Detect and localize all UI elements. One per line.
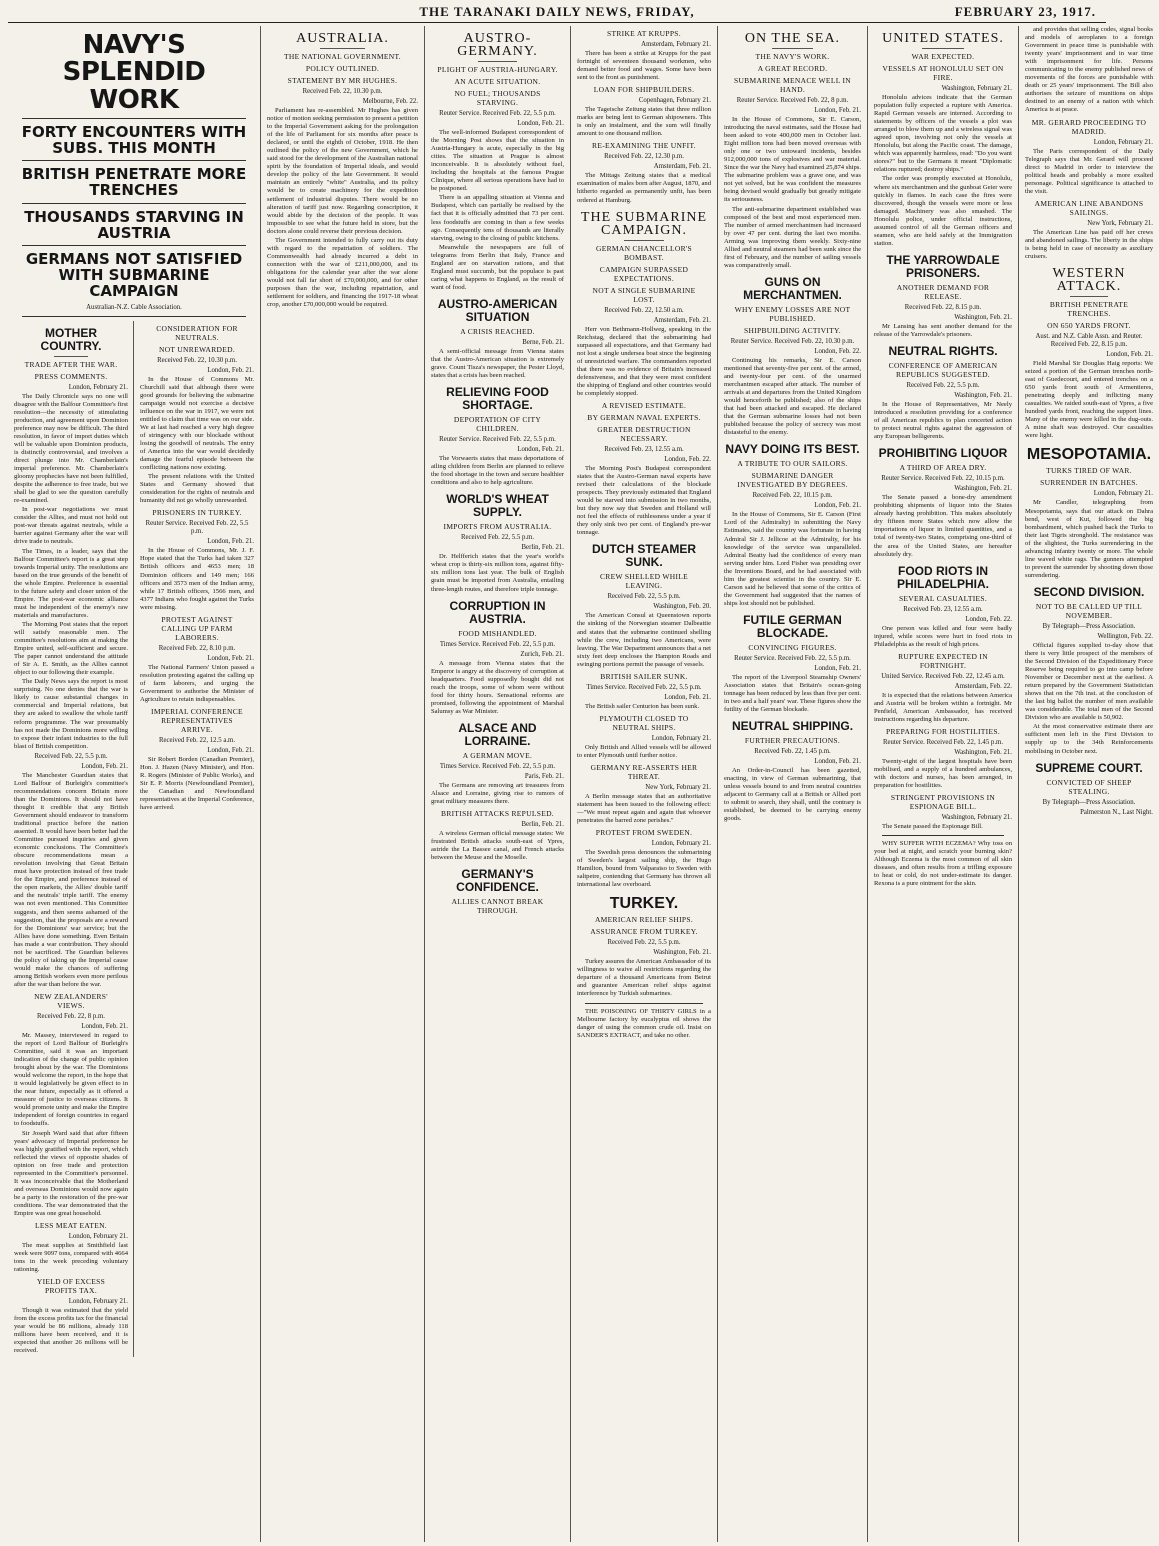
subheading: PLYMOUTH CLOSED TO NEUTRAL SHIPS. bbox=[599, 713, 689, 732]
article-paragraph: The Vorwaerts states that mass deportations of ailing children from Berlin are planned to relieve the food shortage in the town and secure healthier conditions and also to help agriculture. bbox=[431, 455, 564, 487]
dateline: New York, February 21. bbox=[1087, 219, 1153, 227]
received-line: Received Feb. 22, 10.30 p.m. bbox=[302, 88, 383, 95]
dateline: New York, February 21. bbox=[645, 783, 711, 791]
received-line: By Telegraph—Press Association. bbox=[1042, 622, 1136, 630]
article-paragraph: The meat supplies at Smithfield last week were 9097 tons, compared with 4664 tons in the week preceding voluntary rationing. bbox=[14, 1242, 128, 1274]
subheading: LESS MEAT EATEN. bbox=[35, 1221, 107, 1231]
dateline: London, Feb. 21. bbox=[814, 502, 861, 510]
received-line: Reuter Service. Received Feb. 22, 8 p.m. bbox=[736, 97, 849, 104]
section-heading: SECOND DIVISION. bbox=[1033, 584, 1145, 599]
article-paragraph: Meanwhile the newspapers are full of telegrams from Berlin that Italy, France and England are on starvation rations, and that England must succumb, but the populace is past caring what happens to England, as the result of want of food. bbox=[431, 243, 564, 291]
received-line: Received Feb. 22, 12.5 a.m. bbox=[158, 737, 236, 744]
article-paragraph: Sir Robert Borden (Canadian Premier), Hon. J. Hazen (Navy Minister), and Hon. R. Rogers (Minister of Public Works), and Sir E. P. Morris (Newfoundland Premier), the Canadian and Newfoundland representatives at the Imperial Conference, have arrived. bbox=[140, 756, 254, 812]
article-paragraph: One person was killed and four were badly injured, while scores were hurt in food riots in Philadelphia as the result of high prices. bbox=[874, 624, 1012, 648]
received-line: Reuter Service. Received Feb. 22, 10.15 p.m. bbox=[881, 475, 1005, 483]
article-paragraph: Sir Joseph Ward said that after fifteen years' advocacy of Imperial preference he was highly gratified with the report, which reflected the views of opposite shades of opinion on free trade and protection represented in the Committee's personnel. It was inconceivable that the Motherland and overseas Dominions would now again be a party to the restoration of the pre-war conditions. The war demonstrated that the Empire was one great household. bbox=[14, 1129, 128, 1217]
article-paragraph: The British sailer Centurion has been sunk. bbox=[585, 702, 700, 710]
article-paragraph: A message from Vienna states that the Emperor is angry at the discovery of corruption at headquarters. Food supposedly bought did not reach the troops, some of whom were without food for thirty hours. Sensational reforms are promised, following the appointment of Marshal Salumsy as War Minister. bbox=[431, 659, 564, 715]
received-line: Received Feb. 22, 5.5 p.m. bbox=[34, 752, 108, 760]
column-4 bbox=[571, 26, 718, 1542]
article-paragraph: The Senate passed a bone-dry amendment prohibiting shipments of liquor into the States already having prohibition. This makes absolutely dry fifteen more States which now allow the importations of liquor in limited quantities, and a total of twenty-two States, comprising one-third of the area of the United States, are hereafter absolutely dry. bbox=[874, 494, 1012, 558]
article-paragraph: The Mittags Zeitung states that a medical examination of males born after August, 1870, and hitherto regarded as permanently unfit, has been ordered at Hamburg. bbox=[577, 172, 711, 204]
received-line: Reuter Service. Received Feb. 22, 5.5 p.m. bbox=[439, 110, 556, 117]
section-heading: GERMANY'S CONFIDENCE. bbox=[456, 867, 539, 895]
advertisement: THE POISONING OF THIRTY GIRLS in a Melbourne factory by eucalyptus oil shows the danger of using the common crude oil. Insist on SANDER'S EXTRACT, and take no other. bbox=[577, 1007, 711, 1039]
subheading: CAMPAIGN SURPASSED EXPECTATIONS. bbox=[599, 264, 689, 283]
article-paragraph: In the House of Commons, Sir E. Carson (First Lord of the Admiralty) in submitting the Navy Estimates, said the country was fortunate in having Admiral Sir J. Jellicoe at the Admiralty, for his knowledge of the service was unparalleled. Admiral Beatty had the confidence of every man serving under him. Lord Fisher was presiding over the Inventions Board, and he had associated with him the greatest scientist in the country. Sir E. Carson said he believed that some of the critics of the Government had suggested that the names of ships lost should not be published. bbox=[724, 511, 861, 607]
article-paragraph: At the most conservative estimate there are sufficient men left in the First Division to supply up to the 34th Reinforcements mobilising in October next. bbox=[1025, 723, 1153, 755]
article-paragraph: A Berlin message states that an authoritative statement has been issued to the following effect:—"We must repeat again and again that whoever penetrates the barred zone perishes." bbox=[577, 792, 711, 825]
subheading: THE NATIONAL GOVERNMENT. bbox=[284, 52, 401, 61]
article-paragraph: Mr Candler, telegraphing from Mesopotamia, says that our attack on Dahra bend, west of Kut, followed the big bombardment, which pushed back the Turks to their last Tigris stronghold. The resistance was of the slightest, the Turks surrendering in the advancing infantry twenty or more. The whole line waved white rags. The gunners attempted to prevent the surrender by shooting down those surrendering. bbox=[1025, 499, 1153, 579]
section-heading: ALSACE AND LORRAINE. bbox=[458, 720, 537, 748]
received-line: Received Feb. 23, 12.55 a.m. bbox=[604, 445, 684, 453]
article-paragraph: The Tageische Zeitung states that three million marks are being lent to German shipowners. This is only an instalment, and the sum will finally amount to one thousand million. bbox=[577, 106, 711, 138]
lead-headline: NAVY'S SPLENDID WORK bbox=[62, 30, 206, 115]
subheading: PROTEST AGAINST CALLING UP FARM LABORERS. bbox=[161, 614, 233, 642]
article-paragraph: Though it was estimated that the yield from the excess profits tax for the financial year would be 86 millions, already 118 millions have been received, and it is expected that another 26 millions will be received. bbox=[14, 1307, 128, 1355]
article-paragraph: Parliament has re-assembled. Mr Hughes has given notice of motion seeking permission to present a petition to the Imperial Government asking for the prolongation of the life of Parliament for six months after peace is declared, or until the eighth of October, 1918. He then outlined the policy of the new Government, which he said stood for the development of the Australian national spirit by the foundation of Imperial ideals, and would develop the policy of the late Government. It would maintain an entirely "white" Australia, and its policy would be to create machinery for the expedition settlement of industrial disputes. There would be no alteration of tariff just now. Regarding conscription, it would abide by the decision of the people. It was impossible to see what the future held in store, but the doctors alone could reverse their previous decision. bbox=[267, 107, 418, 235]
section-heading: SUPREME COURT. bbox=[1035, 760, 1143, 775]
dateline: London, Feb. 21. bbox=[664, 693, 711, 701]
dateline: London, Feb. 21. bbox=[517, 446, 564, 454]
dateline: Washington, Feb. 21. bbox=[954, 313, 1012, 321]
received-line: Received Feb. 22, 12.30 p.m. bbox=[604, 153, 684, 161]
dateline: London, Feb. 21. bbox=[814, 107, 861, 114]
subheading: FURTHER PRECAUTIONS. bbox=[744, 736, 841, 746]
received-line: Received Feb. 22, 5.5 p.m. bbox=[460, 534, 535, 542]
lead-subcol-a bbox=[14, 321, 134, 1357]
subheading: GERMANY RE-ASSERTS HER THREAT. bbox=[590, 762, 698, 781]
subheading: ANOTHER DEMAND FOR RELEASE. bbox=[896, 282, 990, 301]
section-heading: WORLD'S WHEAT SUPPLY. bbox=[446, 492, 549, 520]
subheading: ON 650 YARDS FRONT. bbox=[1047, 320, 1131, 330]
masthead-title: THE TARANAKI DAILY NEWS, FRIDAY, bbox=[419, 4, 695, 19]
subheading: CONFERENCE OF AMERICAN REPUBLICS SUGGESTED. bbox=[888, 360, 998, 379]
section-heading: AUSTRO-AMERICAN SITUATION bbox=[437, 296, 558, 324]
article-paragraph: Continuing his remarks, Sir E. Carson mentioned that seventy-five per cent. of the armed, and twenty-four per cent. of the unarmed merchantmen escaped after attack. The number of arrivals at and departures from the United Kingdom would henceforth be published; also of the ships that had been attacked and escaped. He declared that the German submarine losses had not been published because the policy of secrecy was most distasteful to the enemy. bbox=[724, 356, 861, 437]
subheading: WHY ENEMY LOSSES ARE NOT PUBLISHED. bbox=[734, 304, 851, 323]
lead-subhead-4: GERMANS NOT SATISFIED WITH SUBMARINE CAMPAIGN bbox=[25, 250, 243, 300]
section-heading: NAVY DOING ITS BEST. bbox=[725, 442, 860, 457]
article-paragraph: In the House of Commons Mr. Churchill said that although there were good grounds for believing the submarine campaign would not exercise a decisive influence on the war in 1917, we were not entitled to claim that time was on our side. We at last had reached a very high degree of stringency with our blockade without losing the goodwill of neutrals. The entry of America into the war would decidedly damage the fearful episode between the conflicting nations now existing. bbox=[140, 375, 254, 472]
lead-subhead-3: THOUSANDS STARVING IN AUSTRIA bbox=[24, 207, 244, 242]
dateline: London, Feb. 21. bbox=[814, 758, 861, 766]
received-line: Times Service. Received Feb. 22, 5.5 p.m. bbox=[586, 683, 702, 691]
dateline: Paris, Feb. 21. bbox=[524, 772, 564, 780]
received-line: Received Feb. 22, 10.30 p.m. bbox=[157, 356, 237, 364]
subheading: A THIRD OF AREA DRY. bbox=[899, 463, 987, 473]
subheading: BRITISH SAILER SUNK. bbox=[600, 671, 688, 681]
article-paragraph: The present relations with the United States and Germany showed that consideration for the rights of neutrals and humanity did not go wholly unrewarded. bbox=[140, 473, 254, 505]
article-paragraph: The Swedish press denounces the submarining of Sweden's largest sailing ship, the Hugo Hamilton, bound from Valparaiso to Sweden with saltpetre, contending that Germany has thrown all international law overboard. bbox=[577, 849, 711, 889]
dateline: London, Feb. 21. bbox=[207, 366, 254, 374]
masthead-date: FEBRUARY 23, 1917. bbox=[954, 4, 1096, 19]
article-paragraph: The order was promptly executed at Honolulu, where six merchantmen and the gunboat Geier were quickly in flames. In each case the fires were discovered, though the vessels were more or less damaged. Machinery was also smashed. The Honolulu police, under official instructions, assumed control of all the German officers and seamen, who are held safely at the Immigration station. bbox=[874, 175, 1012, 247]
section-heading: AUSTRALIA. bbox=[296, 31, 389, 46]
section-heading: FOOD RIOTS IN PHILADELPHIA. bbox=[896, 563, 989, 591]
subheading: DEPORTATION OF CITY CHILDREN. bbox=[453, 415, 542, 434]
received-line: Received Feb. 22, 10.15 p.m. bbox=[752, 492, 833, 500]
dateline: Washington, Feb. 21. bbox=[954, 748, 1012, 756]
subheading: PRESS COMMENTS. bbox=[34, 371, 108, 381]
subheading: YIELD OF EXCESS PROFITS TAX. bbox=[36, 1277, 106, 1296]
received-line: Received Feb. 22, 8 p.m. bbox=[37, 1012, 105, 1020]
subheading: SEVERAL CASUALTIES. bbox=[898, 593, 988, 603]
section-heading: WESTERN ATTACK. bbox=[1052, 265, 1126, 294]
subheading: A GERMAN MOVE. bbox=[462, 750, 533, 760]
article-paragraph: The Paris correspondent of the Daily Telegraph says that Mr. Gerard will proceed direct to Madrid in order to interview the political heads and probably a more exalted personage. Political significance is attached to the visit. bbox=[1025, 147, 1153, 195]
article-paragraph: Honolulu advices indicate that the German population fully expected a rupture with America. Rapid German vessels are interned. According to statements by officers of the vessels a plot was arranged to blow them up and a wireless signal was agreed upon, involving not only the vessels at Honolulu, but along the Pacific coast. The damage, which was apparently harmless, read: "Do you want stores?" but to the Germans it meant "Diplomatic relations ruptured; destroy ships." bbox=[874, 94, 1012, 174]
dateline: London, February 21. bbox=[68, 1233, 128, 1241]
subheading: LOAN FOR SHIPBUILDERS. bbox=[593, 85, 695, 95]
section-heading: UNITED STATES. bbox=[882, 31, 1004, 46]
subheading: A CRISIS REACHED. bbox=[460, 326, 535, 336]
subheading: A GREAT RECORD. bbox=[757, 64, 828, 73]
subheading: GERMAN CHANCELLOR'S BOMBAST. bbox=[595, 243, 692, 262]
article-paragraph: A wireless German official message states: We frustrated British attacks south-east of Ypres, astride the La Bassee canal, and French attacks between the Meuse and the Moselle. bbox=[431, 830, 564, 862]
column-lead bbox=[8, 26, 261, 1542]
column-5 bbox=[718, 26, 868, 1542]
lead-subhead-1: FORTY ENCOUNTERS WITH SUBS. THIS MONTH bbox=[21, 122, 247, 157]
article-paragraph: The National Farmers' Union passed a resolution protesting against the calling up of farm laborers, and urging the Government to authorise the Minister of Agriculture to retain indispensables. bbox=[140, 663, 254, 703]
subheading: TURKS TIRED OF WAR. bbox=[1046, 466, 1132, 476]
received-line: Received Feb. 22, 1.45 p.m. bbox=[754, 748, 831, 756]
section-heading: FUTILE GERMAN BLOCKADE. bbox=[743, 612, 842, 640]
subheading: THE NAVY'S WORK. bbox=[755, 52, 830, 61]
dateline: London, February 21. bbox=[68, 1298, 128, 1306]
dateline: London, Feb. 21. bbox=[207, 538, 254, 546]
subheading: GREATER DESTRUCTION NECESSARY. bbox=[597, 424, 691, 443]
article-paragraph: The Germans are removing art treasures from Alsace and Lorraine, giving rise to rumors of great military measures there. bbox=[431, 781, 564, 805]
subheading: SHIPBUILDING ACTIVITY. bbox=[744, 325, 841, 335]
received-line: Reuter Service. Received Feb. 22, 10.30 p.m. bbox=[730, 337, 855, 345]
subheading: ASSURANCE FROM TURKEY. bbox=[590, 927, 698, 937]
section-heading: DUTCH STEAMER SUNK. bbox=[592, 542, 696, 570]
received-line: Received Feb. 22, 12.50 a.m. bbox=[604, 306, 684, 314]
subheading: IMPERIAL CONFERENCE REPRESENTATIVES ARRIVE. bbox=[151, 707, 243, 734]
article-paragraph: Twenty-eight of the largest hospitals have been mobilised, and a supply of a hundred ambulances, with doctors and nurses, has been arranged, in preparation for hostilities. bbox=[874, 757, 1012, 790]
subheading: PRISONERS IN TURKEY. bbox=[152, 508, 242, 518]
article-paragraph: Official figures supplied to-day show that there is very little prospect of the members of the Second Division of the Expeditionary Force Reserve being required to go into camp before November or December next at the earliest. A return prepared by the Government Statistician shows that on the 7th inst. at the conclusion of the last big ballot the number of men available was considerable. The total men of the Second Division who are available is 50,902. bbox=[1025, 641, 1153, 722]
page-columns bbox=[8, 26, 1153, 1542]
subheading: BRITISH PENETRATE TRENCHES. bbox=[1049, 299, 1129, 318]
received-line: Received Feb. 22, 5.5 p.m. bbox=[607, 593, 681, 601]
dateline: London, Feb. 22. bbox=[664, 455, 711, 463]
subheading: NEW ZEALANDERS' VIEWS. bbox=[34, 991, 108, 1010]
article-paragraph: Only British and Allied vessels will be allowed to enter Plymouth until further notice. bbox=[577, 743, 711, 759]
section-heading: AUSTRO-GERMANY. bbox=[457, 31, 538, 59]
subheading: PREPARING FOR HOSTILITIES. bbox=[886, 726, 1000, 736]
dateline: London, Feb. 22. bbox=[814, 347, 861, 355]
dateline: Amsterdam, Feb. 21. bbox=[653, 163, 711, 171]
article-paragraph: There has been a strike at Krupps for the past fortnight of seventeen thousand workmen, who demand better food and wages. Some have been sent to the front as punishment. bbox=[577, 50, 711, 82]
received-line: Received Feb. 23, 12.55 a.m. bbox=[903, 605, 983, 613]
dateline: Copenhagen, February 21. bbox=[638, 97, 711, 105]
article-paragraph: The Government intended to fully carry out its duty with regard to the repatriation of soldiers. The Commonwealth had already incurred a debt in connection with the war of £211,000,000, and its obligations for the calendar year after the war alone would not fall far short of £70,000,000, and for other purposes than the war, including repatriation, and settlement for soldiers, and financing the 1917-18 wheat crop, another £70,000,000 would be required. bbox=[267, 236, 418, 309]
article-paragraph: It is expected that the relations between America and Austria will be broken within a fortnight. Mr Penfield, American Ambassador, has received instructions regarding his departure. bbox=[874, 691, 1012, 723]
column-2 bbox=[261, 26, 425, 1542]
dateline: Washington, February 21. bbox=[941, 85, 1012, 92]
subheading: TRADE AFTER THE WAR. bbox=[24, 359, 118, 369]
subheading: IMPORTS FROM AUSTRALIA. bbox=[443, 522, 552, 532]
article-paragraph: The Daily News says the report is most surprising. No one denies that the war is likely to cause substantial changes in commercial and Imperial relations, but they are asked to swallow the whole tariff reform programme. The war presumably has not made the Dominions more willing to expose their infant industries to the full blast of British competition. bbox=[14, 678, 128, 750]
lead-subcol-b bbox=[140, 321, 254, 1357]
received-line: Reuter Service. Received Feb. 22, 5.5 p.m. bbox=[145, 520, 249, 536]
subheading: AMERICAN LINE ABANDONS SAILINGS. bbox=[1034, 198, 1144, 217]
subheading: RUPTURE EXPECTED IN FORTNIGHT. bbox=[898, 651, 988, 670]
subheading: MR. GERARD PROCEEDING TO MADRID. bbox=[1031, 117, 1147, 136]
dateline: London, February 21. bbox=[1093, 138, 1153, 146]
subheading: STRIKE AT KRUPPS. bbox=[607, 29, 681, 38]
received-line: By Telegraph—Press Association. bbox=[1042, 798, 1136, 806]
byline: Australian-N.Z. Cable Association. bbox=[86, 303, 182, 311]
received-line: Aust. and N.Z. Cable Assn. and Reuter. Received Feb. 22, 8.15 p.m. bbox=[1035, 332, 1143, 348]
dateline: London, February 21. bbox=[68, 383, 128, 391]
received-line: Times Service. Received Feb. 22, 5.5 p.m. bbox=[439, 640, 556, 648]
section-heading: THE YARROWDALE PRISONERS. bbox=[886, 252, 1000, 280]
dateline: Amsterdam, Feb. 21. bbox=[653, 316, 711, 324]
subheading: NOT TO BE CALLED UP TILL NOVEMBER. bbox=[1035, 601, 1143, 620]
article-paragraph: The Times, in a leader, says that the Balfour Committee's report is a great step towards Imperial unity. The resolutions are based on the true grounds of the benefit of the whole Empire. Preference is essential to the future safety and closer union of the Empire. The post-war economic alliance must be independent of the enemy's raw materials and manufactures. bbox=[14, 547, 128, 619]
article-paragraph: Turkey assures the American Ambassador of its willingness to waive all restrictions regarding the departure of a thousand Americans from Beirut and guarantee American relief ships against interference by Turkish submarines. bbox=[577, 958, 711, 998]
dateline: Melbourne, Feb. 22. bbox=[362, 98, 418, 105]
column-6 bbox=[868, 26, 1019, 1542]
dateline: London, February 21. bbox=[651, 840, 711, 848]
dateline: Washington, Feb. 21. bbox=[954, 391, 1012, 399]
section-heading: CORRUPTION IN AUSTRIA. bbox=[449, 598, 546, 626]
article-paragraph: In the House of Commons, Mr. J. F. Hope stated that the Turks had taken 327 British officers and 4653 men; 18 Dominion officers and 149 men; 166 officers and 3573 men of the Indian army, while 17 British officers, 1566 men, and 4377 Indians who fought against the Turks were missing. bbox=[140, 547, 254, 611]
section-heading: MOTHER COUNTRY. bbox=[40, 325, 102, 353]
dateline: London, Feb. 21. bbox=[81, 762, 128, 770]
subheading: SURRENDER IN BATCHES. bbox=[1040, 478, 1138, 488]
subheading: A TRIBUTE TO OUR SAILORS. bbox=[737, 459, 848, 469]
article-paragraph: In the House of Commons, Sir E. Carson, introducing the naval estimates, said the House had been asked to vote 400,000 men in October last. Eight million tons had been moved overseas with only one or two untoward incidents, besides 912,000,000 tons of explosives and war material. Since the war the Navy had examined 25,874 ships. The submarine problem was a grave one, and was not yet solved, but he was confident the measures being devised would gradually but greatly mitigate its seriousness. bbox=[724, 116, 861, 204]
received-line: Received Feb. 22, 8.10 p.m. bbox=[158, 644, 236, 652]
dateline: Amsterdam, Feb. 22. bbox=[954, 682, 1012, 690]
section-heading: RELIEVING FOOD SHORTAGE. bbox=[446, 385, 549, 413]
article-paragraph: The American Line has paid off her crews and abandoned sailings. The liberty in the ships is being held in case of necessity as auxiliary cruisers. bbox=[1025, 228, 1153, 260]
subheading: STATEMENT BY MR HUGHES. bbox=[287, 76, 398, 85]
lead-subhead-2: BRITISH PENETRATE MORE TRENCHES bbox=[21, 165, 247, 200]
subheading: CONVICTED OF SHEEP STEALING. bbox=[1046, 777, 1132, 796]
subheading: ALLIES CANNOT BREAK THROUGH. bbox=[451, 897, 544, 916]
dateline: London, February 21. bbox=[1093, 490, 1153, 498]
subheading: NOT UNREWARDED. bbox=[158, 344, 236, 354]
subheading: WAR EXPECTED. bbox=[911, 52, 975, 61]
article-paragraph: A semi-official message from Vienna states that the Austro-American situation is extremely grave. Count Tisza's newspaper, the Pester Lloyd, states that a crisis has been reached. bbox=[431, 347, 564, 380]
dateline: Berlin, Feb. 21. bbox=[521, 544, 564, 552]
subheading: NOT A SINGLE SUBMARINE LOST. bbox=[592, 285, 696, 304]
dateline: London, Feb. 21. bbox=[207, 747, 254, 754]
subheading: STRINGENT PROVISIONS IN ESPIONAGE BILL. bbox=[890, 793, 996, 812]
section-heading: ON THE SEA. bbox=[744, 31, 841, 46]
received-line: Times Service. Received Feb. 22, 5.5 p.m. bbox=[439, 762, 556, 770]
dateline: London, Feb. 21. bbox=[81, 1022, 128, 1030]
article-paragraph: and provides that selling codes, signal books and models of aeroplanes to a foreign Government in peace time is punishable with twenty years' imprisonment and in war time with imprisonment for life. Persons communicating to the enemy published news of movements of the forces are punishable with death or 25 years' imprisonment. The Bill also authorises the seizure of munitions on ships destined to an enemy of a nation with which America is at peace. bbox=[1025, 26, 1153, 114]
received-line: Reuter Service. Received Feb. 22, 5.5 p.m. bbox=[439, 436, 556, 444]
article-paragraph: In post-war negotiations we must consider the Allies, and must not hold out post-war threats against neutrals, while a barrier against Germany after the war will drive trade to neutrals. bbox=[14, 506, 128, 546]
subheading: SUBMARINE DANGER INVESTIGATED BY DEGREES. bbox=[737, 471, 848, 490]
article-paragraph: Herr von Bethmann-Hollweg, speaking in the Reichstag, declared that the submarining had surpassed all expectations, and that Germany had not lost a single undersea boat since the beginning of unrestricted warfare. The commanders reported that there was no evidence of Britain's increased defensiveness, and that they were most confident the shipping of England and other countries would be completely stopped. bbox=[577, 325, 711, 397]
received-line: Received Feb. 22, 5.5 p.m. bbox=[906, 381, 980, 389]
section-heading: PROHIBITING LIQUOR bbox=[878, 446, 1008, 461]
article-paragraph: Mr. Massey, interviewed in regard to the report of Lord Balfour of Burleigh's Committee, said it was an important indication of the change of public opinion brought about by the war. The Dominions would welcome the report, in the hope that it would legislatively be given effect to in the near future, especially as it offered a measure of justice to overseas citizens. It would promote unity and make the Empire independent of foreign countries in regard to foodstuffs. bbox=[14, 1031, 128, 1128]
article-paragraph: Dr. Helfferich states that the year's world's wheat crop is thirty-six million tons, against fifty-six million tons last year. The bulk of English grain must be imported from Australia, entailing three-length routes, and therefore triple tonnage. bbox=[431, 553, 564, 593]
masthead bbox=[8, 2, 1106, 23]
article-paragraph: The well-informed Budapest correspondent of the Morning Post shows that the situation in Austria-Hungary is acute, especially in the big cities. The situation at Prague is almost inconceivable. It is absolutely without fuel, including the hospitals at the famous Prague Clinique, where all serious operations have had to be postponed. bbox=[431, 129, 564, 193]
article-paragraph: Mr Lansing has sent another demand for the release of the Yarrowdale's prisoners. bbox=[874, 322, 1012, 338]
article-paragraph: In the House of Representatives, Mr Neely introduced a resolution providing for a conference of all American republics to plan concerted action to protect neutral rights against the aggression of any European belligerents. bbox=[874, 400, 1012, 441]
subheading: AN ACUTE SITUATION. bbox=[454, 77, 541, 86]
section-heading: NEUTRAL RIGHTS. bbox=[888, 343, 998, 358]
subheading: VESSELS AT HONOLULU SET ON FIRE. bbox=[882, 64, 1004, 82]
subheading: CONSIDERATION FOR NEUTRALS. bbox=[156, 323, 238, 342]
dateline: London, Feb. 22. bbox=[965, 615, 1012, 623]
subheading: POLICY OUTLINED. bbox=[305, 64, 380, 73]
article-paragraph: The Senate passed the Espionage Bill. bbox=[882, 823, 983, 831]
article-paragraph: The American Consul at Queenstown reports the sinking of the Norwegian steamer Dalbeattie and states that the submarine continued shelling while the crew, including two Americans, were leaving. The War Department announces that a net sixty feet deep encloses the Hampton Roads and swinging portions permit the passage of vessels. bbox=[577, 612, 711, 668]
dateline: Wellington, Feb. 22. bbox=[1097, 632, 1153, 640]
article-paragraph: The Manchester Guardian states that Lord Balfour of Burleigh's committee's recommendations concern Britain more than the Dominions. It should not have thought it credible that any British Government should endeavor to transform traditional practice before the nation assented. It would have been better had the Committee pursued inquiries and given economic conclusions. The Committee's obscure recommendations mean a revolution involving that Great Britain must have protection instead of free trade for the Empire, and preference instead of the open markets, the Allies' double tariff and the neutrals' triple tariff. The enemy was not even mentioned. This Committee suggests, and then seems ashamed of the suggestion, that the proposals are a reward for the Dominions' war service; but the Allies have done something. Even Britain has made a war contribution. They should not be sacrificed. The Guardian believes the policy of taking up the Imperial cause would make the chances of suffering among British workers even more perilous after the war than before the war. bbox=[14, 771, 128, 988]
column-7 bbox=[1019, 26, 1159, 1542]
received-line: Reuter Service. Received Feb. 22, 5.5 p.m. bbox=[734, 654, 851, 662]
section-heading: NEUTRAL SHIPPING. bbox=[731, 719, 854, 734]
received-line: Received Feb. 22, 8.15 p.m. bbox=[904, 303, 982, 311]
article-paragraph: The Morning Post states that the report will satisfy reasonable men. The committee's resolutions aim at making the Empire united, self-sufficient and secure. The paper cannot understand the attitude of Sir A. E. Smith, as the Allies cannot object to our following their example. bbox=[14, 620, 128, 677]
column-3 bbox=[425, 26, 571, 1542]
subheading: FOOD MISHANDLED. bbox=[458, 628, 537, 638]
article-paragraph: An Order-in-Council has been gazetted, enacting, in view of German submarining, that unless vessels bound to and from neutral countries adjacent to Germany call at a British or Allied port to submit to search, they shall, until the contrary is established, be deemed to be carrying enemy goods. bbox=[724, 767, 861, 823]
subheading: CONVINCING FIGURES. bbox=[748, 642, 837, 652]
subheading: AMERICAN RELIEF SHIPS. bbox=[594, 915, 694, 925]
subheading: BY GERMAN NAVAL EXPERTS. bbox=[587, 412, 701, 422]
received-line: United Service. Received Feb. 22, 12.45 a.m. bbox=[881, 672, 1005, 680]
article-paragraph: The Morning Post's Budapest correspondent states that the Austro-German naval experts have revised their calculations of the blockade prospects. They previously estimated that England would be starved into submission in two months, but they now say that Sweden and Holland will not feel the effects of ruthlessness under a year if they only sink two per cent. of England's pre-war tonnage. bbox=[577, 464, 711, 537]
article-paragraph: The report of the Liverpool Steamship Owners' Association states that Britain's ocean-going tonnage has been reduced by less than five per cent. in two and a half years' war. These figures show the futility of the German blockade. bbox=[724, 673, 861, 714]
subheading: SUBMARINE MENACE WELL IN HAND. bbox=[734, 76, 851, 94]
subheading: PROTEST FROM SWEDEN. bbox=[595, 828, 693, 838]
subheading: PLIGHT OF AUSTRIA-HUNGARY. bbox=[437, 65, 558, 74]
received-line: Received Feb. 22, 5.5 p.m. bbox=[607, 939, 681, 947]
dateline: London, Feb. 21. bbox=[814, 664, 861, 672]
dateline: Zurich, Feb. 21. bbox=[520, 650, 564, 658]
received-line: Reuter Service. Received Feb. 22, 1.45 p.m. bbox=[882, 738, 1004, 746]
dateline: Berne, Feb. 21. bbox=[522, 338, 564, 346]
article-paragraph: Field Marshal Sir Douglas Haig reports: We seized a portion of the German trenches north-east of Guedecourt, and entered trenches on a 650 yards front south of Armentieres, penetrating deeply and inflicting many casualties. We raided south-east of Ypres, a five hundred yards front, reaching the support lines. Many of the enemy were killed in the dug-outs. A mine shaft was destroyed. Our casualties were light. bbox=[1025, 359, 1153, 440]
dateline: London, Feb. 21. bbox=[517, 120, 564, 127]
dateline: Washington, Feb. 21. bbox=[954, 485, 1012, 493]
article-paragraph: There is an appalling situation at Vienna and Budapest, which can partially be realised by the fact that it is officially admitted that 73 per cent. less foodstuffs are coming in than a few weeks ago. Consequently tens of thousands are literally starving, owing to the closing of public kitchens. bbox=[431, 194, 564, 242]
subheading: CREW SHELLED WHILE LEAVING. bbox=[599, 572, 689, 591]
dateline: Amsterdam, February 21. bbox=[641, 41, 711, 48]
subheading: NO FUEL; THOUSANDS STARVING. bbox=[454, 89, 541, 107]
section-heading: THE SUBMARINE CAMPAIGN. bbox=[580, 209, 708, 238]
dateline: London, Feb. 21. bbox=[1106, 350, 1153, 358]
subheading: A REVISED ESTIMATE. bbox=[601, 400, 687, 410]
dateline: Washington, Feb. 21. bbox=[653, 949, 711, 957]
dateline: London, Feb. 21. bbox=[207, 654, 254, 662]
advertisement: WHY SUFFER WITH ECZEMA? Why toss on your bed at night, and scratch your burning skin? Although Eczema is the most common of all skin diseases, and often results from a trifling exposure to heat or cold, do not under-estimate its danger. Rexona is a pure ointment for the skin. bbox=[874, 840, 1012, 888]
section-heading: GUNS ON MERCHANTMEN. bbox=[743, 274, 842, 302]
dateline: Washington, Feb. 20. bbox=[653, 603, 711, 611]
article-paragraph: The anti-submarine department established was composed of the best and most experienced men. The number of armed merchantmen had increased by over 47 per cent. during the last two months. Arming was improving them weekly. Sixty-nine Allied and neutral steamers had been sunk since the first of February, and the number of sailing vessels was comparatively small. bbox=[724, 205, 861, 269]
dateline: Berlin, Feb. 21. bbox=[521, 821, 564, 829]
dateline: Washington, February 21. bbox=[941, 814, 1012, 822]
dateline: London, February 21. bbox=[651, 734, 711, 742]
section-heading: MESOPOTAMIA. bbox=[1026, 446, 1152, 464]
dateline: Palmerston N., Last Night. bbox=[1080, 808, 1153, 816]
subheading: RE-EXAMINING THE UNFIT. bbox=[592, 141, 696, 151]
article-paragraph: The Daily Chronicle says no one will disagree with the Balfour Committee's first resolution—the necessity of stimulating production, and agreement upon Dominion preference may now be difficult. The third resolution, in favor of import duties which will be valuable upon Dominion products, is distinctly controversial, and involves a direct plunge into Mr. Chamberlain's imperial preference. Mr. Chamberlain's gloomy prophecies have not been fulfilled, despite the adherence to free trade, but we shall be glad to see the question carefully re-examined. bbox=[14, 392, 128, 505]
section-heading: TURKEY. bbox=[609, 895, 679, 913]
subheading: BRITISH ATTACKS REPULSED. bbox=[441, 809, 554, 819]
